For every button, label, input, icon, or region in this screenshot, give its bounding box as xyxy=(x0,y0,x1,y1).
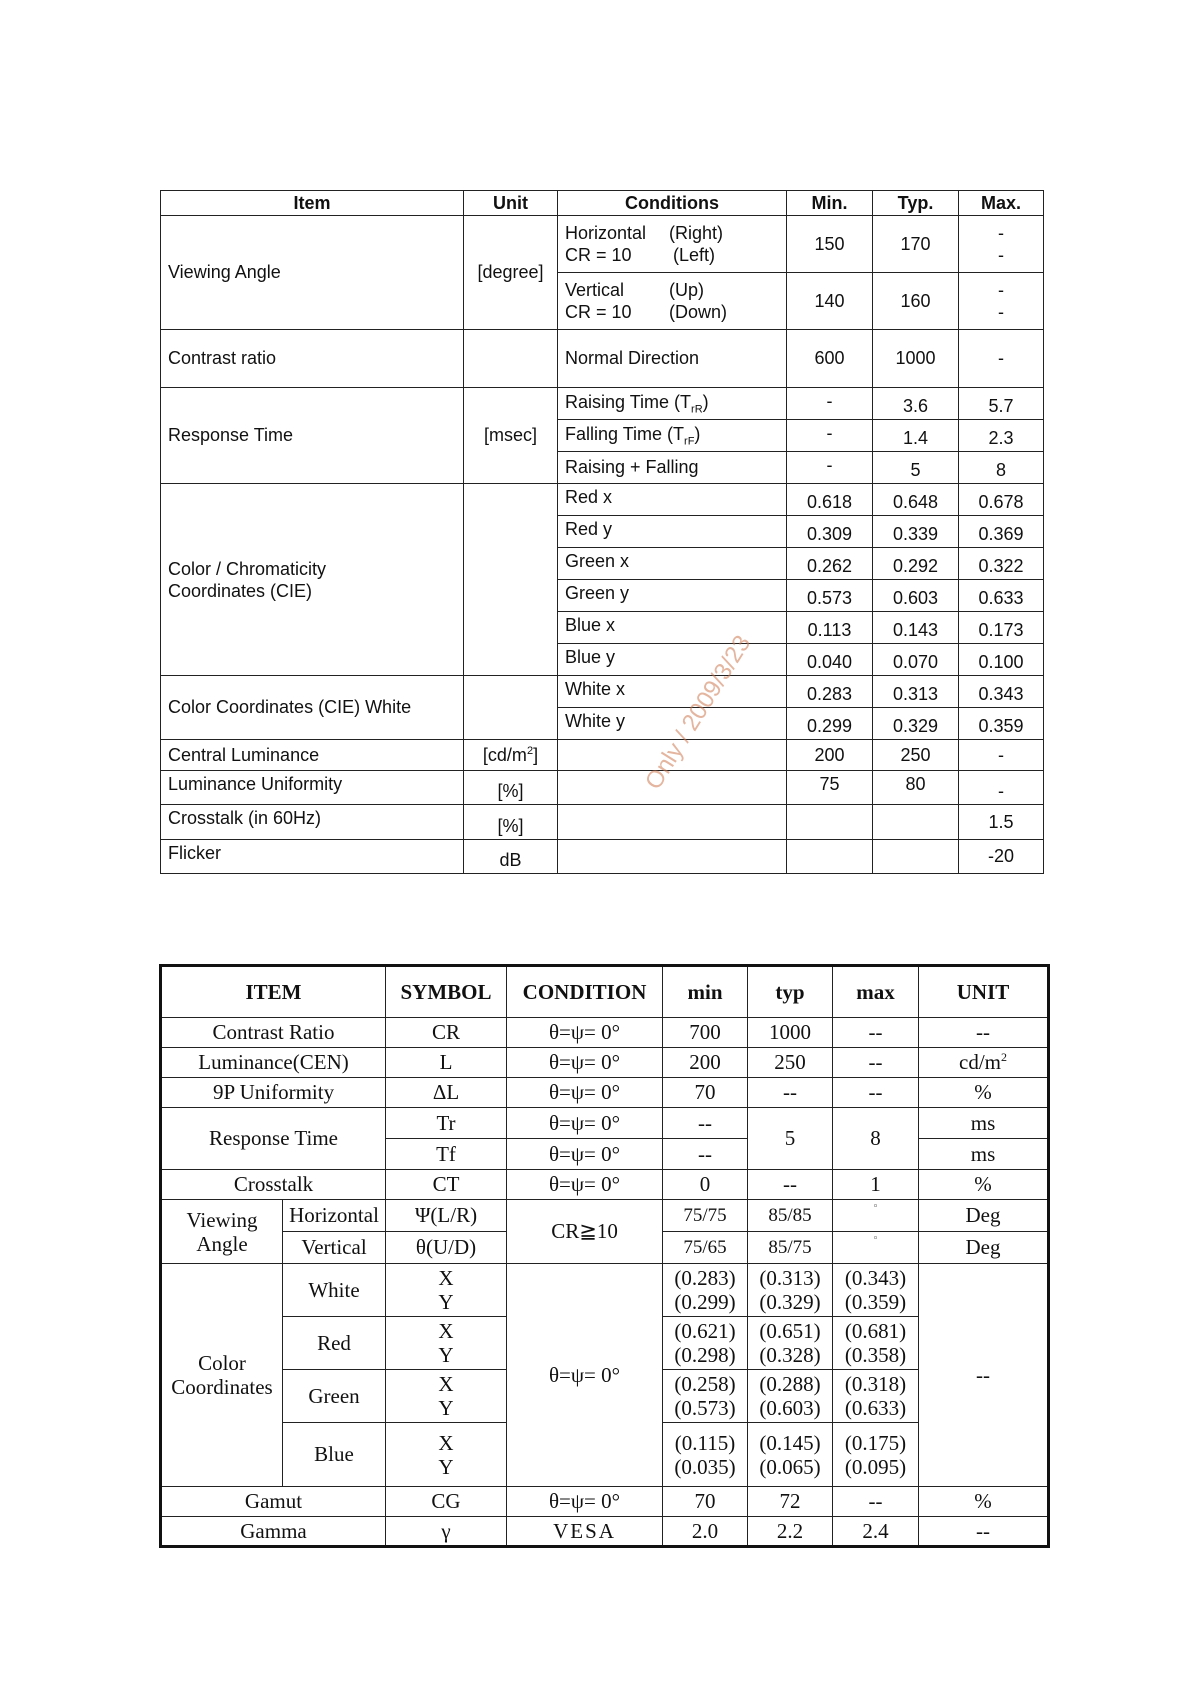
value-y: (0.603) xyxy=(759,1396,821,1420)
chromaticity-condition: Red y xyxy=(558,516,787,548)
cell-condition: θ=ψ= 0° xyxy=(507,1139,663,1170)
cell-typ: 80 xyxy=(873,771,959,805)
cell-text: - xyxy=(998,223,1004,243)
viewing-vertical-condition xyxy=(558,273,787,330)
table-row xyxy=(161,1170,1049,1200)
header-condition: CONDITION xyxy=(507,966,663,1018)
cell-max: 5.7 xyxy=(959,388,1044,420)
cell-typ: 0.648 xyxy=(873,484,959,516)
cond-text: (Right) xyxy=(669,223,724,243)
table-row xyxy=(161,1108,1049,1139)
table-row xyxy=(161,1487,1049,1517)
cell-typ: -- xyxy=(748,1078,833,1108)
cell-min xyxy=(663,1264,748,1317)
cell-symbol: Tr xyxy=(386,1108,507,1139)
cell-max: 1 xyxy=(833,1170,919,1200)
cell-condition: θ=ψ= 0° xyxy=(507,1487,663,1517)
cell-min: 75/65 xyxy=(663,1232,748,1264)
luminance-item: Luminance(CEN) xyxy=(161,1048,386,1078)
value-x: (0.318) xyxy=(844,1372,907,1396)
value-x: (0.115) xyxy=(674,1430,736,1455)
cell-text: - xyxy=(998,280,1004,300)
value-x: (0.621) xyxy=(674,1319,736,1343)
value-y: (0.298) xyxy=(674,1343,736,1367)
cell-min: 75/75 xyxy=(663,1200,748,1232)
cell-min: - xyxy=(787,388,873,420)
cell-condition: θ=ψ= 0° xyxy=(507,1048,663,1078)
cell-max: 2.3 xyxy=(959,420,1044,452)
table-row xyxy=(161,1200,1049,1232)
cell-unit: -- xyxy=(919,1517,1049,1547)
table-row xyxy=(161,1264,1049,1317)
cell-max: 8 xyxy=(833,1108,919,1170)
cell-symbol: ΔL xyxy=(386,1078,507,1108)
value-y: (0.359) xyxy=(844,1290,907,1314)
cell-max xyxy=(833,1370,919,1423)
cell-min: 200 xyxy=(663,1048,748,1078)
color-label: Blue xyxy=(283,1423,386,1487)
degree-mark: ° xyxy=(873,1235,878,1246)
header-typ: Typ. xyxy=(873,191,959,216)
chromaticity-condition: Green y xyxy=(558,580,787,612)
uniformity-item: Luminance Uniformity xyxy=(161,771,464,805)
value-x: (0.175) xyxy=(844,1430,907,1455)
cell-symbol: CG xyxy=(386,1487,507,1517)
cell-typ: 85/75 xyxy=(748,1232,833,1264)
cell-max: -- xyxy=(833,1018,919,1048)
cond-text: (Up) xyxy=(669,280,704,300)
cell-typ: 1.4 xyxy=(873,420,959,452)
table-row xyxy=(161,840,1044,874)
header-unit: Unit xyxy=(464,191,558,216)
header-typ: typ xyxy=(748,966,833,1018)
cell-text: - xyxy=(998,302,1004,322)
item-text: Viewing xyxy=(186,1207,258,1232)
symbol-y: Y xyxy=(438,1454,454,1479)
value-x: (0.651) xyxy=(759,1319,821,1343)
cell-symbol xyxy=(386,1264,507,1317)
chromaticity-condition: Blue y xyxy=(558,644,787,676)
response-condition: Raising + Falling xyxy=(558,452,787,484)
cell-min: 0.283 xyxy=(787,676,873,708)
uniformity-item: 9P Uniformity xyxy=(161,1078,386,1108)
cell-typ: 85/85 xyxy=(748,1200,833,1232)
gamut-item: Gamut xyxy=(161,1487,386,1517)
symbol-y: Y xyxy=(438,1343,454,1367)
contrast-condition: Normal Direction xyxy=(558,330,787,388)
cell-max: 0.343 xyxy=(959,676,1044,708)
cell-symbol: CR xyxy=(386,1018,507,1048)
cell-typ xyxy=(873,805,959,840)
response-item: Response Time xyxy=(161,388,464,484)
cell-symbol: γ xyxy=(386,1517,507,1547)
table-row xyxy=(161,388,1044,420)
viewing-horizontal-condition xyxy=(558,216,787,273)
cell-condition: CR≧10 xyxy=(507,1200,663,1264)
cell-max: 0.359 xyxy=(959,708,1044,740)
flicker-item: Flicker xyxy=(161,840,464,874)
table-row xyxy=(161,1048,1049,1078)
cell-min: 0 xyxy=(663,1170,748,1200)
cell-symbol xyxy=(386,1317,507,1370)
symbol-x: X xyxy=(438,1430,454,1455)
header-item: Item xyxy=(161,191,464,216)
cell-condition: VESA xyxy=(507,1517,663,1547)
table-row xyxy=(161,740,1044,771)
viewing-horizontal-label: Horizontal xyxy=(283,1200,386,1232)
header-min: min xyxy=(663,966,748,1018)
cell-unit: ms xyxy=(919,1139,1049,1170)
cell-max: - xyxy=(959,740,1044,771)
cell-min: 2.0 xyxy=(663,1517,748,1547)
table-row xyxy=(161,216,1044,273)
value-x: (0.313) xyxy=(759,1266,821,1290)
cell-max: 0.678 xyxy=(959,484,1044,516)
cell-typ xyxy=(873,840,959,874)
header-max: max xyxy=(833,966,919,1018)
cell-unit: Deg xyxy=(919,1200,1049,1232)
header-unit: UNIT xyxy=(919,966,1049,1018)
cell-typ: 0.339 xyxy=(873,516,959,548)
value-x: (0.258) xyxy=(674,1372,736,1396)
viewing-angle-unit: [degree] xyxy=(464,216,558,330)
unit-sup: 2 xyxy=(526,744,534,757)
cell-min: 0.113 xyxy=(787,612,873,644)
cell-symbol: Ψ(L/R) xyxy=(386,1200,507,1232)
crosstalk-item: Crosstalk (in 60Hz) xyxy=(161,805,464,840)
cell-condition: θ=ψ= 0° xyxy=(507,1264,663,1487)
cond-text: CR = 10 xyxy=(565,302,632,322)
cell-min: 140 xyxy=(787,273,873,330)
value-x: (0.681) xyxy=(844,1319,907,1343)
cond-text: Horizontal xyxy=(565,223,647,243)
cell-max: - xyxy=(959,330,1044,388)
symbol-x: X xyxy=(438,1266,454,1290)
response-item: Response Time xyxy=(161,1108,386,1170)
cell-typ xyxy=(748,1317,833,1370)
cell-min: 0.618 xyxy=(787,484,873,516)
cell-max: 0.173 xyxy=(959,612,1044,644)
cell-min: 150 xyxy=(787,216,873,273)
cell-typ: 5 xyxy=(873,452,959,484)
cell-text: - xyxy=(998,245,1004,265)
cell-typ: 0.313 xyxy=(873,676,959,708)
chromaticity-item xyxy=(161,484,464,676)
uniformity-unit: [%] xyxy=(464,771,558,805)
cond-text: CR = 10 xyxy=(565,245,632,265)
cell-max: 0.633 xyxy=(959,580,1044,612)
cell-max: -20 xyxy=(959,840,1044,874)
cell-unit xyxy=(919,1048,1049,1078)
cell-min: 0.573 xyxy=(787,580,873,612)
cell-condition: θ=ψ= 0° xyxy=(507,1018,663,1048)
cell-max xyxy=(959,273,1044,330)
cell-unit: % xyxy=(919,1170,1049,1200)
white-unit xyxy=(464,676,558,740)
cond-text: (Left) xyxy=(673,245,716,265)
cell-max: 8 xyxy=(959,452,1044,484)
luminance-item: Central Luminance xyxy=(161,740,464,771)
response-condition xyxy=(558,388,787,420)
cell-typ: 0.329 xyxy=(873,708,959,740)
cell-max: 0.369 xyxy=(959,516,1044,548)
color-label: Red xyxy=(283,1317,386,1370)
response-condition xyxy=(558,420,787,452)
table-row xyxy=(161,1078,1049,1108)
contrast-item: Contrast Ratio xyxy=(161,1018,386,1048)
cond-text: ) xyxy=(702,391,709,412)
item-text: Angle xyxy=(196,1231,248,1256)
cell-symbol: CT xyxy=(386,1170,507,1200)
cond-sub: rF xyxy=(684,435,695,448)
value-x: (0.283) xyxy=(674,1266,736,1290)
response-unit: [msec] xyxy=(464,388,558,484)
watermark: Only / 2009/3/23 xyxy=(640,630,757,795)
value-y: (0.065) xyxy=(759,1454,821,1479)
cond-text: Vertical xyxy=(565,280,625,300)
table-row xyxy=(161,805,1044,840)
crosstalk-condition xyxy=(558,805,787,840)
contrast-unit xyxy=(464,330,558,388)
cell-typ: 3.6 xyxy=(873,388,959,420)
cell-typ: 1000 xyxy=(873,330,959,388)
cell-min: - xyxy=(787,452,873,484)
spec-table-1 xyxy=(160,190,1044,874)
cell-typ: 250 xyxy=(748,1048,833,1078)
cell-min: 600 xyxy=(787,330,873,388)
cell-max: 0.100 xyxy=(959,644,1044,676)
cond-text: (Down) xyxy=(669,302,728,322)
cell-typ: 170 xyxy=(873,216,959,273)
cell-max xyxy=(833,1423,919,1487)
value-y: (0.328) xyxy=(759,1343,821,1367)
table-row xyxy=(161,771,1044,805)
cell-max: -- xyxy=(833,1078,919,1108)
value-x: (0.343) xyxy=(844,1266,907,1290)
value-y: (0.095) xyxy=(844,1454,907,1479)
unit-sup: 2 xyxy=(1001,1050,1008,1064)
cell-symbol: Tf xyxy=(386,1139,507,1170)
crosstalk-unit: [%] xyxy=(464,805,558,840)
uniformity-condition xyxy=(558,771,787,805)
header-item: ITEM xyxy=(161,966,386,1018)
cell-min: 700 xyxy=(663,1018,748,1048)
cell-symbol xyxy=(386,1370,507,1423)
cell-typ: 0.143 xyxy=(873,612,959,644)
unit-text: ] xyxy=(533,744,539,765)
cell-unit: % xyxy=(919,1078,1049,1108)
header-max: Max. xyxy=(959,191,1044,216)
white-condition: White x xyxy=(558,676,787,708)
cell-min xyxy=(663,1423,748,1487)
unit-text: cd/m xyxy=(959,1050,1002,1074)
value-y: (0.358) xyxy=(844,1343,907,1367)
cell-min xyxy=(787,805,873,840)
table-row xyxy=(161,484,1044,516)
crosstalk-item: Crosstalk xyxy=(161,1170,386,1200)
value-y: (0.329) xyxy=(759,1290,821,1314)
value-x: (0.288) xyxy=(759,1372,821,1396)
cell-typ: 72 xyxy=(748,1487,833,1517)
cond-sub: rR xyxy=(691,403,703,416)
value-y: (0.573) xyxy=(674,1396,736,1420)
white-item: Color Coordinates (CIE) White xyxy=(161,676,464,740)
cell-unit: ms xyxy=(919,1108,1049,1139)
color-coordinates-item xyxy=(161,1264,283,1487)
cell-unit: -- xyxy=(919,1264,1049,1487)
cell-min xyxy=(663,1317,748,1370)
cell-typ xyxy=(748,1423,833,1487)
cell-max xyxy=(959,216,1044,273)
cell-min: 70 xyxy=(663,1078,748,1108)
cell-symbol xyxy=(386,1423,507,1487)
cell-max xyxy=(833,1317,919,1370)
viewing-vertical-label: Vertical xyxy=(283,1232,386,1264)
luminance-unit xyxy=(464,740,558,771)
cell-min: 0.299 xyxy=(787,708,873,740)
white-condition: White y xyxy=(558,708,787,740)
cell-min xyxy=(663,1370,748,1423)
cell-typ: 0.070 xyxy=(873,644,959,676)
cell-max xyxy=(833,1232,919,1264)
cell-min: -- xyxy=(663,1139,748,1170)
viewing-angle-item: Viewing Angle xyxy=(161,216,464,330)
cell-max: -- xyxy=(833,1048,919,1078)
cell-typ: 0.292 xyxy=(873,548,959,580)
cell-min xyxy=(787,840,873,874)
viewing-angle-item xyxy=(161,1200,283,1264)
value-y: (0.299) xyxy=(674,1290,736,1314)
cell-max xyxy=(833,1264,919,1317)
cell-max: -- xyxy=(833,1487,919,1517)
degree-mark: ° xyxy=(873,1203,878,1214)
cell-symbol: θ(U/D) xyxy=(386,1232,507,1264)
chromaticity-condition: Red x xyxy=(558,484,787,516)
cell-min: 0.309 xyxy=(787,516,873,548)
spec-table-2 xyxy=(159,964,1050,1548)
item-text: Coordinates (CIE) xyxy=(168,580,313,601)
cell-min: 200 xyxy=(787,740,873,771)
cell-min: 70 xyxy=(663,1487,748,1517)
header-row xyxy=(161,191,1044,216)
cell-typ: 5 xyxy=(748,1108,833,1170)
chromaticity-condition: Green x xyxy=(558,548,787,580)
luminance-condition xyxy=(558,740,787,771)
cell-condition: θ=ψ= 0° xyxy=(507,1108,663,1139)
cell-unit: % xyxy=(919,1487,1049,1517)
symbol-y: Y xyxy=(438,1290,454,1314)
header-conditions: Conditions xyxy=(558,191,787,216)
cell-typ: 2.2 xyxy=(748,1517,833,1547)
flicker-condition xyxy=(558,840,787,874)
table-row xyxy=(161,330,1044,388)
item-text: Color xyxy=(198,1351,246,1375)
cell-max: - xyxy=(959,771,1044,805)
flicker-unit: dB xyxy=(464,840,558,874)
cell-condition: θ=ψ= 0° xyxy=(507,1078,663,1108)
cell-condition: θ=ψ= 0° xyxy=(507,1170,663,1200)
value-y: (0.633) xyxy=(844,1396,907,1420)
value-x: (0.145) xyxy=(759,1430,821,1455)
cell-min: - xyxy=(787,420,873,452)
cell-typ: -- xyxy=(748,1170,833,1200)
color-label: White xyxy=(283,1264,386,1317)
cell-min: 75 xyxy=(787,771,873,805)
cell-max xyxy=(833,1200,919,1232)
header-row xyxy=(161,966,1049,1018)
cond-text: Falling Time (T xyxy=(565,423,685,444)
symbol-y: Y xyxy=(438,1396,454,1420)
header-symbol: SYMBOL xyxy=(386,966,507,1018)
unit-text: [cd/m xyxy=(482,744,527,765)
chromaticity-unit xyxy=(464,484,558,676)
table-row xyxy=(161,1018,1049,1048)
symbol-x: X xyxy=(438,1319,454,1343)
cell-typ: 1000 xyxy=(748,1018,833,1048)
cell-unit: Deg xyxy=(919,1232,1049,1264)
cell-symbol: L xyxy=(386,1048,507,1078)
item-text: Coordinates xyxy=(171,1375,273,1399)
cell-min: -- xyxy=(663,1108,748,1139)
table-row xyxy=(161,1517,1049,1547)
color-label: Green xyxy=(283,1370,386,1423)
cell-max: 2.4 xyxy=(833,1517,919,1547)
cell-unit: -- xyxy=(919,1018,1049,1048)
cond-text: ) xyxy=(694,423,701,444)
gamma-item: Gamma xyxy=(161,1517,386,1547)
contrast-item: Contrast ratio xyxy=(161,330,464,388)
cell-max: 0.322 xyxy=(959,548,1044,580)
symbol-x: X xyxy=(438,1372,454,1396)
cell-typ: 0.603 xyxy=(873,580,959,612)
value-y: (0.035) xyxy=(674,1454,736,1479)
cell-typ xyxy=(748,1264,833,1317)
cell-min: 0.262 xyxy=(787,548,873,580)
cell-max: 1.5 xyxy=(959,805,1044,840)
cell-typ: 160 xyxy=(873,273,959,330)
cell-typ: 250 xyxy=(873,740,959,771)
table-row xyxy=(161,676,1044,708)
item-text: Color / Chromaticity xyxy=(168,558,327,579)
cond-text: Raising Time (T xyxy=(565,391,692,412)
chromaticity-condition: Blue x xyxy=(558,612,787,644)
header-min: Min. xyxy=(787,191,873,216)
cell-typ xyxy=(748,1370,833,1423)
cell-min: 0.040 xyxy=(787,644,873,676)
